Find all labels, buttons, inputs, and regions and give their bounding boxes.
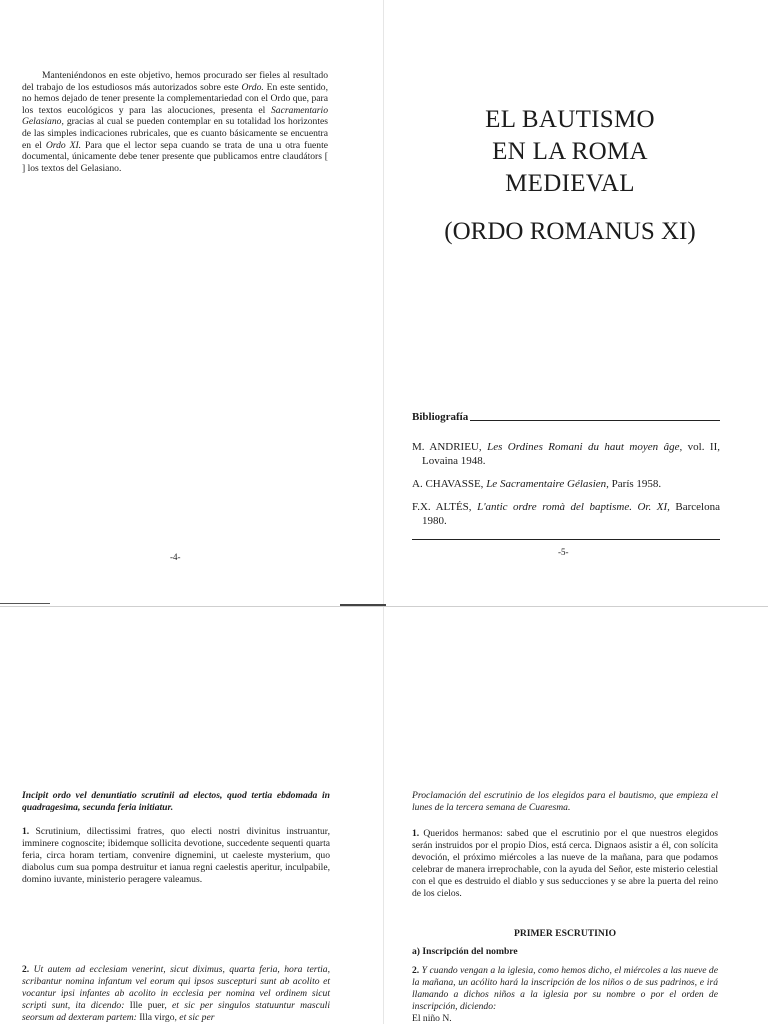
- bibliography-heading: Bibliografía: [412, 411, 720, 423]
- latin-paragraph-2: 2. Ut autem ad ecclesiam venerint, sicut diximus, quarta feria, hora tertia, scribantur nomina infantum vel eorum qui ipsos suscepturi sunt ab acolito et vocantur ipsi infantes ab acolito in ecclesia per nomina vel ordinem sicut scripti sunt, ita dicendo: Ille puer, et sic per singulos statuuntur masculi seorsum ad dexteram partem: Illa virgo, et sic per: [22, 964, 330, 1023]
- bibliography-list: [412, 440, 720, 537]
- page-divider-mark: [0, 603, 50, 604]
- title-line: EL BAUTISMO: [485, 106, 655, 133]
- heading-rule: [470, 420, 720, 421]
- title-line: EN LA ROMA: [492, 138, 648, 165]
- title-line: MEDIEVAL: [505, 170, 635, 197]
- spanish-heading: Proclamación del escrutinio de los elegidos para el bautismo, que empieza el lunes de la tercera semana de Cuaresma.: [412, 790, 718, 813]
- page-number-left: -4-: [170, 552, 181, 562]
- bibliography-entry: F.X. ALTÉS, L'antic ordre romà del baptisme. Or. XI, Barcelona 1980.: [412, 501, 720, 527]
- intro-paragraph: [22, 70, 328, 174]
- page-gutter: [383, 0, 384, 1024]
- subsection-heading: a) Inscripción del nombre: [412, 946, 518, 957]
- bibliography-entry: A. CHAVASSE, Le Sacramentaire Gélasien, París 1958.: [412, 478, 662, 490]
- spanish-paragraph-2: 2. Y cuando vengan a la iglesia, como hemos dicho, el miércoles a las nueve de la mañana, un acólito hará la inscripción de los niños o de sus padrinos, e irá llamando a dichos niños a la iglesia por su nombre o por el orden de inscripción, diciendo: El niño N.: [412, 965, 718, 1024]
- book-title: [448, 104, 692, 200]
- bibliography-rule: [412, 539, 720, 540]
- page-divider: [0, 606, 768, 607]
- bibliography-entry: M. ANDRIEU, Les Ordines Romani du haut moyen âge, vol. II, Lovaina 1948.: [412, 441, 721, 467]
- page-divider-mark: [340, 604, 386, 606]
- latin-paragraph-1: 1. Scrutinium, dilectissimi fratres, quo electi nostri divinitus instruantur, imminere cognoscite; ibidemque sollicita devotione, succedente sequenti quarta feria, circa horam tertiam, convenire dignemini, ut caeleste mysterium, quo diabolus cum sua pompa destruitur et ianua regni caelestis aperitur, inculpabile, domino iuvante, ministerio peragere valeamus.: [22, 826, 330, 885]
- intro-text: Manteniéndonos en este objetivo, hemos procurado ser fieles al resultado del trabajo de los estudiosos más autorizados sobre este Ordo. En este sentido, no hemos dejado de tener presente la complementariedad con el Ordo que, para los textos eucológicos y para las alocuciones, presenta el Sacramentario Gelasiano, gracias al cual se pueden contemplar en su totalidad los horizontes de las simples indicaciones rubricales, que es cuanto básicamente se encuentra en el Ordo XI. Para que el lector sepa cuando se trata de una u otra fuente documental, únicamente debe tener presente que publicamos entre claudátors [ ] los textos del Gelasiano.: [22, 70, 328, 174]
- latin-heading: Incipit ordo vel denuntiatio scrutinii ad electos, quod tertia ebdomada in quadragesima, secunda feria initiatur.: [22, 790, 330, 813]
- book-subtitle: (ORDO ROMANUS XI): [444, 218, 696, 245]
- page-number-right: -5-: [558, 547, 569, 557]
- spanish-paragraph-1: 1. Queridos hermanos: sabed que el escrutinio por el que nuestros elegidos serán instruidos por el propio Dios, está cerca. Dignaos asistir a él, con solícita devoción, el próximo miércoles a las nueve de la mañana, para que podamos celebrar de manera irreprochable, con la ayuda del Señor, este misterio celestial con el que es destruido el diablo y sus seducciones y se abre la puerta del reino de los cielos.: [412, 828, 718, 899]
- section-heading: PRIMER ESCRUTINIO: [513, 928, 617, 939]
